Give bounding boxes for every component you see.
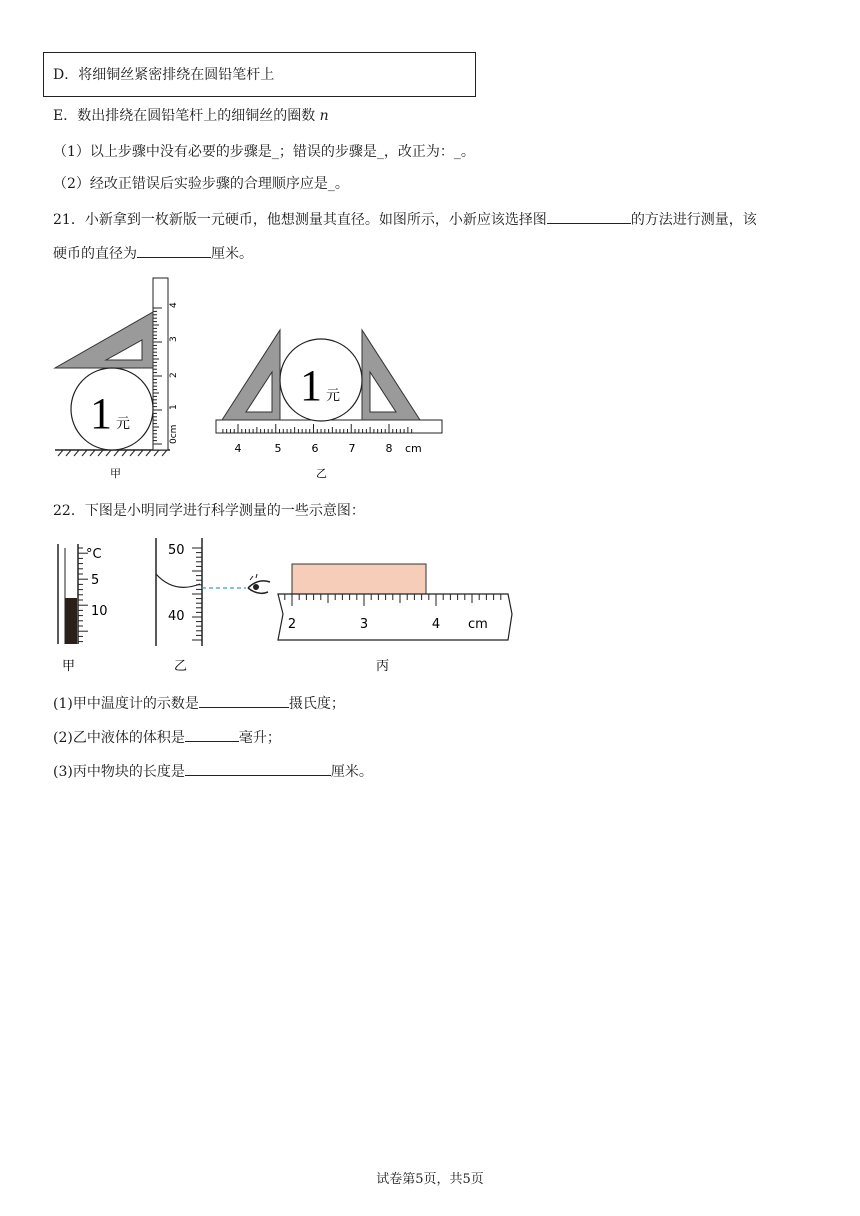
q21-text-a: 21．小新拿到一枚新版一元硬币，他想测量其直径。如图所示，小新应该选择图 [53,212,547,228]
question-21-line-1 [53,208,757,230]
thermometer [58,544,108,674]
measuring-cylinder [156,538,246,674]
q22-2-text-b: 毫升； [238,730,281,746]
yi-tick-label-6: 6 [311,442,319,455]
thermometer-reading-blank[interactable] [199,692,289,708]
q22-2-text-a: (2)乙中液体的体积是 [53,730,185,746]
liquid-meniscus [156,574,200,587]
thermometer-label-10: 10 [91,604,108,619]
jia-tick-label-2: 2 [169,372,179,378]
eye-icon [248,574,270,593]
figure-22 [50,534,520,674]
jia-tick-label-0: 0cm [169,424,179,444]
question-20-part-2: （2）经改正错误后实验步骤的合理顺序应是_。 [53,176,349,192]
caption-bing-22: 丙 [376,659,390,674]
question-22-part-3 [53,760,373,782]
ruler-label-3: 3 [359,617,369,632]
jia-tick-label-4: 4 [169,302,179,308]
coin-jia-unit: 元 [116,416,130,432]
page-footer: 试卷第5页，共5页 [376,1172,484,1187]
ruler-22-unit: cm [468,617,488,632]
coin-jia-digit: 1 [90,389,112,438]
q22-3-text-b: 厘米。 [330,764,373,780]
question-22-part-2 [53,726,281,748]
wood-block [292,564,426,594]
option-e-text: E．数出排绕在圆铅笔杆上的细铜丝的圈数 [53,108,320,124]
q21-text-c: 硬币的直径为 [53,246,137,262]
caption-jia-22: 甲 [62,659,76,674]
caption-jia: 甲 [110,467,121,480]
caption-yi-22: 乙 [174,659,188,674]
cylinder-label-40: 40 [168,609,185,624]
option-d-box [43,52,476,97]
question-21-line-2 [53,242,253,264]
q21-diameter-blank[interactable] [137,242,211,258]
coin-yi-digit: 1 [300,361,322,410]
length-blank[interactable] [185,760,331,776]
q21-text-d: 厘米。 [211,246,253,262]
figure-21-yi [216,330,442,480]
figure-21 [50,272,450,482]
yi-tick-label-4: 4 [234,442,242,455]
question-20-part-1: （1）以上步骤中没有必要的步骤是_；错误的步骤是_，改正为：_。 [53,144,475,160]
ground-hatch [58,450,167,456]
ruler-label-2: 2 [287,617,297,632]
thermometer-ticks [78,548,88,642]
thermometer-label-5: 5 [91,573,100,588]
jia-tick-label-3: 3 [169,336,179,342]
yi-tick-label-7: 7 [348,442,356,455]
option-d: D．将细铜丝紧密排绕在圆铅笔杆上 [53,67,275,83]
q22-1-text-b: 摄氏度； [288,696,345,712]
q21-text-b: 的方法进行测量，该 [630,212,757,228]
ruler-label-4: 4 [431,617,441,632]
question-22-part-1 [53,692,345,714]
option-e [53,106,329,126]
q21-figure-blank[interactable] [547,208,631,224]
q22-1-text-a: (1)甲中温度计的示数是 [53,696,199,712]
jia-tick-label-1: 1 [169,404,179,410]
yi-unit: cm [405,442,422,455]
thermometer-unit: °C [86,547,102,562]
caption-yi: 乙 [316,467,327,480]
figure-21-jia [55,278,179,480]
vertical-ruler [153,278,168,450]
yi-tick-label-8: 8 [385,442,393,455]
yi-tick-label-5: 5 [274,442,282,455]
cylinder-ticks [192,548,202,640]
cylinder-label-50: 50 [168,543,185,558]
coin-jia [71,368,153,450]
option-e-variable: n [319,108,329,124]
coin-yi-unit: 元 [326,388,340,404]
volume-blank[interactable] [185,726,239,742]
thermometer-liquid [65,598,77,644]
q22-3-text-a: (3)丙中物块的长度是 [53,764,185,780]
ruler-with-block [278,564,512,674]
question-22-stem: 22．下图是小明同学进行科学测量的一些示意图： [53,503,365,519]
